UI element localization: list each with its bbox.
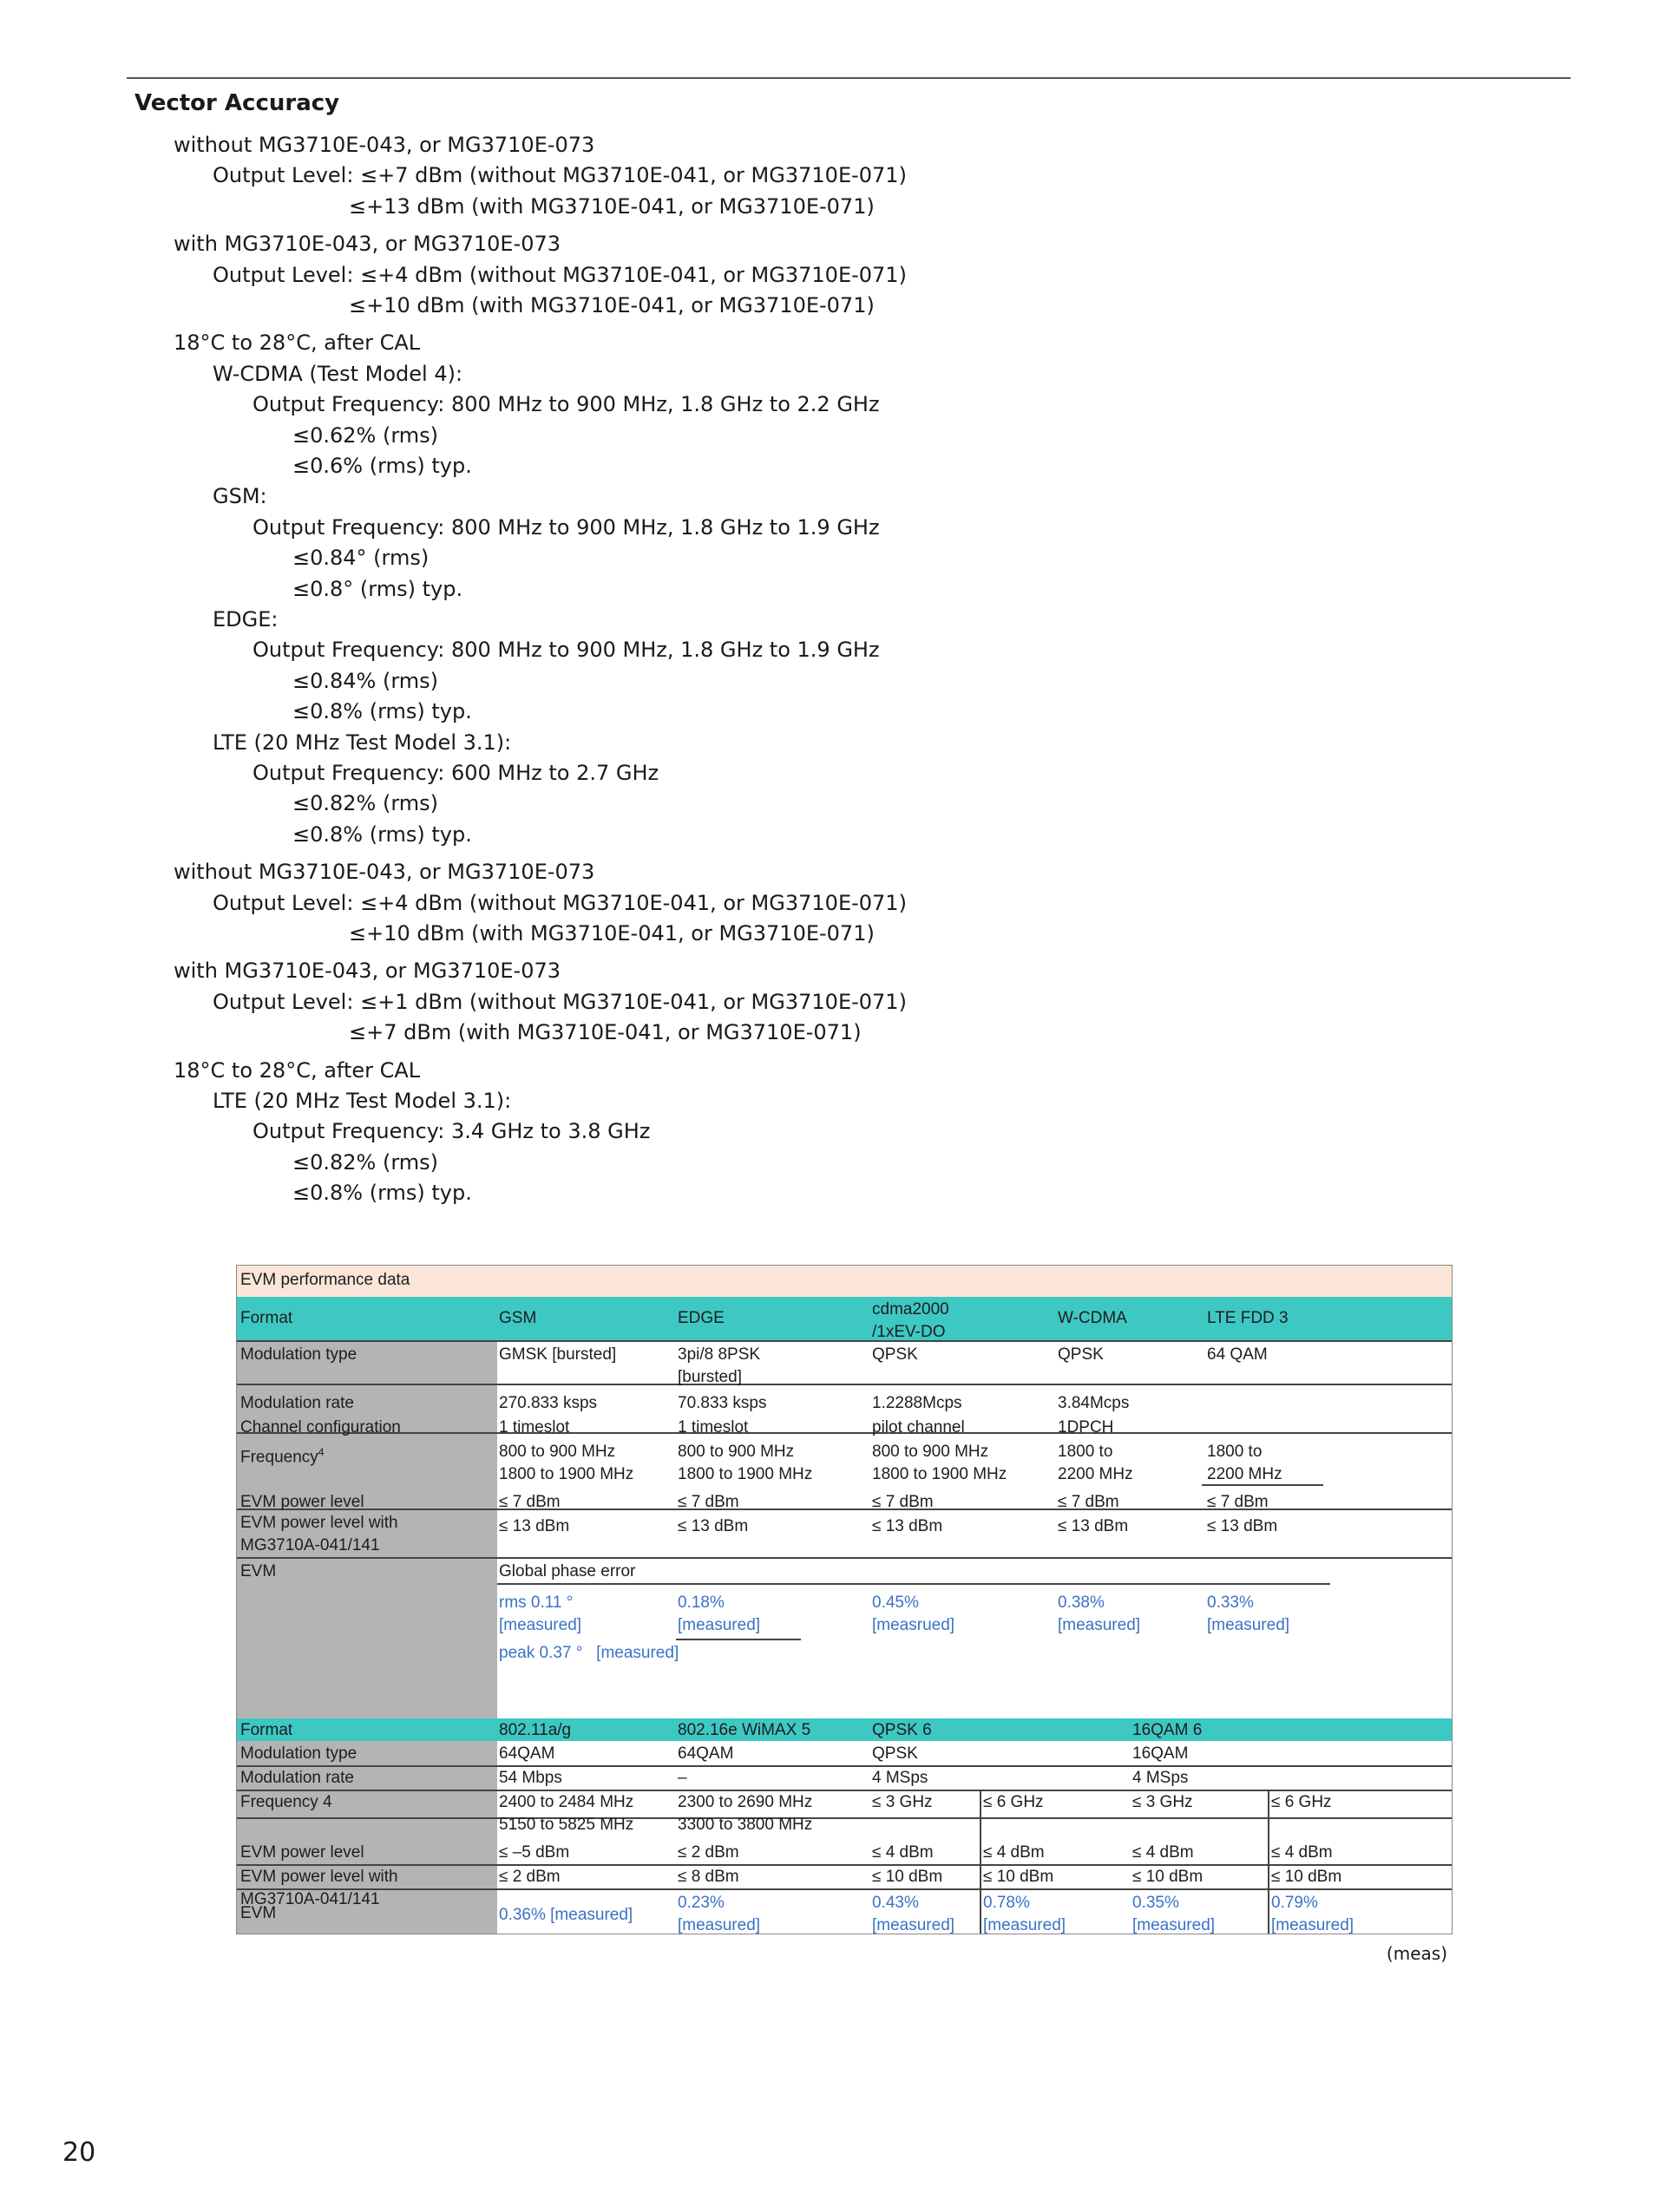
modulation-type-cell: 64 QAM xyxy=(1207,1345,1268,1364)
spec-line: Output Level: ≤+1 dBm (without MG3710E-041, or MG3710E-071) xyxy=(213,989,907,1014)
spec-line: ≤0.8% (rms) typ. xyxy=(292,699,472,724)
modulation-type-cell: 64QAM xyxy=(678,1744,734,1763)
evm-value-cell: 0.23% [measured] xyxy=(678,1894,761,1934)
evm-value-cell: 0.33% [measured] xyxy=(1207,1594,1290,1634)
row-label-frequency: Frequency$^4$ xyxy=(240,1446,325,1467)
evm-table-title: EVM performance data xyxy=(240,1271,410,1289)
evm-power-level-with-cell: ≤ 13 dBm xyxy=(678,1517,749,1535)
spec-line: Output Frequency: 800 MHz to 900 MHz, 1.8 GHz to 1.9 GHz xyxy=(253,514,880,540)
spec-line: ≤0.84° (rms) xyxy=(292,546,430,571)
spec-line: ≤+13 dBm (with MG3710E-041, or MG3710E-071) xyxy=(349,193,875,219)
modulation-rate-cell: 4 MSps xyxy=(872,1769,928,1787)
spec-line: with MG3710E-043, or MG3710E-073 xyxy=(174,959,561,984)
frequency-cell: ≤ 6 GHz xyxy=(1271,1793,1332,1811)
modulation-type-cell: GMSK [bursted] xyxy=(499,1345,617,1364)
evm-power-level-cell: ≤ 2 dBm xyxy=(678,1843,739,1862)
evm-power-level-with-cell: ≤ 10 dBm xyxy=(983,1868,1054,1886)
evm-table-title-bar xyxy=(237,1266,1452,1297)
format-label: Format xyxy=(240,1721,293,1739)
spec-line: Output Level: ≤+4 dBm (without MG3710E-041, or MG3710E-071) xyxy=(213,890,907,915)
spec-line: ≤0.8% (rms) typ. xyxy=(292,821,472,847)
table-rule xyxy=(237,1888,1452,1890)
spec-line: EDGE: xyxy=(213,607,279,632)
table-rule xyxy=(237,1864,1452,1866)
spec-line: Output Level: ≤+4 dBm (without MG3710E-041, or MG3710E-071) xyxy=(213,262,907,287)
table-rule xyxy=(676,1639,801,1640)
spec-line: ≤0.82% (rms) xyxy=(292,1149,439,1175)
spec-line: ≤0.82% (rms) xyxy=(292,791,439,816)
evm-power-level-cell: ≤ 7 dBm xyxy=(1058,1493,1119,1511)
spec-line: with MG3710E-043, or MG3710E-073 xyxy=(174,232,561,257)
table-rule xyxy=(237,1340,1452,1342)
row-label-modulation-type: Modulation type xyxy=(240,1345,357,1364)
evm-value-cell: 0.18% [measured] xyxy=(678,1594,761,1634)
row-label-modulation-rate: Modulation rate xyxy=(240,1394,354,1412)
table-rule xyxy=(237,1432,1452,1434)
modulation-rate-cell: 54 Mbps xyxy=(499,1769,562,1787)
frequency-cell: ≤ 3 GHz xyxy=(1132,1793,1193,1811)
modulation-type-cell: QPSK xyxy=(872,1744,918,1763)
table-rule xyxy=(237,1790,1452,1791)
spec-line: Output Frequency: 3.4 GHz to 3.8 GHz xyxy=(253,1119,651,1144)
spec-line: ≤0.8% (rms) typ. xyxy=(292,1181,472,1206)
channel-configuration-cell: 1DPCH xyxy=(1058,1418,1114,1436)
gsm-peak-phase-error: peak 0.37 ° [measured] xyxy=(499,1644,679,1662)
row-label-frequency: Frequency 4 xyxy=(240,1793,332,1811)
spec-line: W-CDMA (Test Model 4): xyxy=(213,361,463,386)
modulation-rate-cell: 1.2288Mcps xyxy=(872,1394,962,1412)
format-header-cell: W-CDMA xyxy=(1058,1309,1127,1327)
modulation-rate-cell: 70.833 ksps xyxy=(678,1394,767,1412)
row-label-evm-power-level: EVM power level xyxy=(240,1843,364,1862)
modulation-type-cell: QPSK xyxy=(872,1345,918,1364)
modulation-rate-cell: 4 MSps xyxy=(1132,1769,1189,1787)
evm-power-level-with-cell: ≤ 8 dBm xyxy=(678,1868,739,1886)
channel-configuration-cell: pilot channel xyxy=(872,1418,965,1436)
row-label-evm: EVM xyxy=(240,1562,277,1580)
evm-value-cell: 0.35% [measured] xyxy=(1132,1894,1216,1934)
spec-line: ≤0.62% (rms) xyxy=(292,422,439,448)
format-header-cell: EDGE xyxy=(678,1309,725,1327)
modulation-rate-cell: – xyxy=(678,1769,687,1787)
modulation-type-cell: QPSK xyxy=(1058,1345,1104,1364)
table-rule xyxy=(237,1557,1452,1559)
spec-line: ≤+10 dBm (with MG3710E-041, or MG3710E-071) xyxy=(349,921,875,946)
format-header-cell: cdma2000 /1xEV-DO xyxy=(872,1300,949,1341)
row-label-evm: EVM xyxy=(240,1904,277,1922)
frequency-cell: 2400 to 2484 MHz 5150 to 5825 MHz xyxy=(499,1793,634,1834)
evm-table xyxy=(236,1265,1453,1934)
evm-value-cell: 0.43% [measured] xyxy=(872,1894,955,1934)
evm-power-level-cell: ≤ 7 dBm xyxy=(872,1493,934,1511)
spec-line: ≤0.84% (rms) xyxy=(292,668,439,693)
evm-power-level-cell: ≤ 7 dBm xyxy=(678,1493,739,1511)
modulation-rate-cell: 3.84Mcps xyxy=(1058,1394,1130,1412)
evm-power-level-with-cell: ≤ 2 dBm xyxy=(499,1868,561,1886)
evm-power-level-cell: ≤ 4 dBm xyxy=(872,1843,934,1862)
evm-value-cell: rms 0.11 ° [measured] xyxy=(499,1594,582,1634)
spec-line: LTE (20 MHz Test Model 3.1): xyxy=(213,730,512,755)
page-number: 20 xyxy=(62,2137,96,2168)
evm-power-level-with-cell: ≤ 10 dBm xyxy=(872,1868,943,1886)
spec-line: ≤0.6% (rms) typ. xyxy=(292,454,472,478)
frequency-cell: 800 to 900 MHz 1800 to 1900 MHz xyxy=(872,1443,1007,1483)
table-rule xyxy=(237,1765,1452,1767)
format-label: Format xyxy=(240,1309,293,1327)
table-rule xyxy=(237,1384,1452,1385)
evm-power-level-with-cell: ≤ 13 dBm xyxy=(872,1517,943,1535)
channel-configuration-cell: 1 timeslot xyxy=(499,1418,570,1436)
evm-power-level-cell: ≤ 4 dBm xyxy=(983,1843,1045,1862)
evm-value-cell: 0.79% [measured] xyxy=(1271,1894,1354,1934)
table-rule xyxy=(237,1508,1452,1510)
evm-power-level-with-cell: ≤ 13 dBm xyxy=(1207,1517,1278,1535)
format-header-cell: 802.16e WiMAX 5 xyxy=(678,1721,811,1739)
table-rule xyxy=(237,1817,1452,1819)
format-header-cell: QPSK 6 xyxy=(872,1721,932,1739)
evm-power-level-with-cell: ≤ 10 dBm xyxy=(1132,1868,1204,1886)
evm-value-cell: 0.38% [measured] xyxy=(1058,1594,1141,1634)
spec-line: LTE (20 MHz Test Model 3.1): xyxy=(213,1089,512,1113)
evm-power-level-cell: ≤ 7 dBm xyxy=(1207,1493,1269,1511)
table-rule xyxy=(1268,1790,1269,1934)
frequency-cell: 1800 to 2200 MHz xyxy=(1058,1443,1133,1483)
frequency-cell: 2300 to 2690 MHz 3300 to 3800 MHz xyxy=(678,1793,813,1834)
frequency-cell: ≤ 6 GHz xyxy=(983,1793,1044,1811)
section-heading: Vector Accuracy xyxy=(134,90,340,116)
modulation-rate-cell: 270.833 ksps xyxy=(499,1394,598,1412)
evm-value-cell: 0.45% [measrued] xyxy=(872,1594,955,1634)
evm-power-level-with-cell: ≤ 10 dBm xyxy=(1271,1868,1342,1886)
frequency-cell: ≤ 3 GHz xyxy=(872,1793,933,1811)
row-label-modulation-type: Modulation type xyxy=(240,1744,357,1763)
format-header-cell: 16QAM 6 xyxy=(1132,1721,1203,1739)
global-phase-error-label: Global phase error xyxy=(499,1562,636,1580)
table-rule xyxy=(497,1583,1330,1585)
modulation-type-cell: 3pi/8 8PSK [bursted] xyxy=(678,1345,761,1386)
row-label-evm-power-level-with: EVM power level with MG3710A-041/141 xyxy=(240,1868,398,1908)
spec-line: Output Frequency: 800 MHz to 900 MHz, 1.8 GHz to 1.9 GHz xyxy=(253,638,880,663)
row-label-evm-power-level-with: EVM power level with MG3710A-041/141 xyxy=(240,1514,398,1554)
spec-line: ≤+10 dBm (with MG3710E-041, or MG3710E-071) xyxy=(349,293,875,317)
spec-line: 18°C to 28°C, after CAL xyxy=(174,330,421,356)
measurement-note: (meas) xyxy=(1386,1943,1447,1964)
frequency-cell: 800 to 900 MHz 1800 to 1900 MHz xyxy=(499,1443,634,1483)
top-rule xyxy=(127,77,1571,79)
spec-line: without MG3710E-043, or MG3710E-073 xyxy=(174,860,595,885)
evm-power-level-with-cell: ≤ 13 dBm xyxy=(499,1517,570,1535)
spec-line: ≤0.8° (rms) typ. xyxy=(292,576,463,601)
spec-line: 18°C to 28°C, after CAL xyxy=(174,1057,421,1083)
evm-power-level-cell: ≤ –5 dBm xyxy=(499,1843,570,1862)
spec-line: Output Frequency: 800 MHz to 900 MHz, 1.8 GHz to 2.2 GHz xyxy=(253,392,880,417)
spec-line: without MG3710E-043, or MG3710E-073 xyxy=(174,133,595,157)
evm-value-cell: 0.78% [measured] xyxy=(983,1894,1066,1934)
modulation-type-cell: 16QAM xyxy=(1132,1744,1189,1763)
spec-line: Output Level: ≤+7 dBm (without MG3710E-041, or MG3710E-071) xyxy=(213,163,907,188)
format-header-cell: GSM xyxy=(499,1309,537,1327)
format-header-cell: LTE FDD 3 xyxy=(1207,1309,1289,1327)
format-header-bar-bottom xyxy=(237,1718,1452,1741)
evm-value-cell: 0.36% [measured] xyxy=(499,1906,633,1924)
evm-power-level-cell: ≤ 4 dBm xyxy=(1132,1843,1194,1862)
table-rule xyxy=(980,1790,981,1934)
frequency-cell: 800 to 900 MHz 1800 to 1900 MHz xyxy=(678,1443,813,1483)
spec-line: ≤+7 dBm (with MG3710E-041, or MG3710E-071) xyxy=(349,1020,862,1045)
frequency-cell: 1800 to 2200 MHz xyxy=(1207,1443,1282,1483)
modulation-type-cell: 64QAM xyxy=(499,1744,555,1763)
row-label-channel-configuration: Channel configuration xyxy=(240,1418,401,1436)
evm-power-level-with-cell: ≤ 13 dBm xyxy=(1058,1517,1129,1535)
spec-line: GSM: xyxy=(213,484,267,509)
evm-power-level-cell: ≤ 4 dBm xyxy=(1271,1843,1333,1862)
format-header-cell: 802.11a/g xyxy=(499,1721,572,1739)
row-label-modulation-rate: Modulation rate xyxy=(240,1769,354,1787)
spec-line: Output Frequency: 600 MHz to 2.7 GHz xyxy=(253,761,659,785)
row-label-evm-power-level: EVM power level xyxy=(240,1493,364,1511)
channel-configuration-cell: 1 timeslot xyxy=(678,1418,749,1436)
evm-power-level-cell: ≤ 7 dBm xyxy=(499,1493,561,1511)
